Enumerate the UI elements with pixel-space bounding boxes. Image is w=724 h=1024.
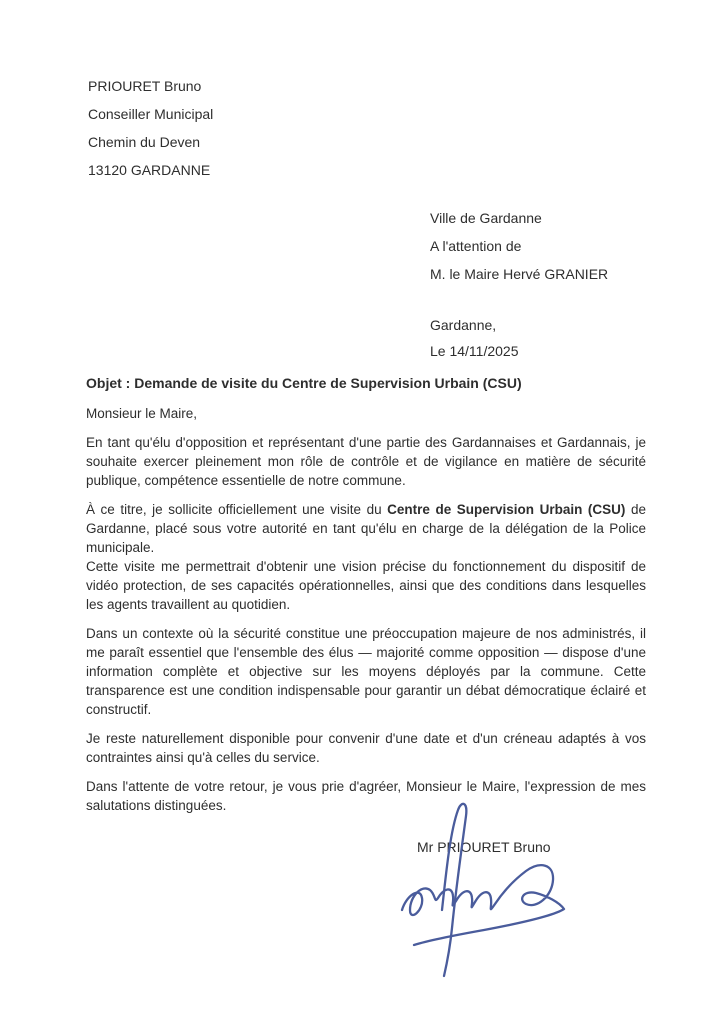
sender-role: Conseiller Municipal: [88, 106, 214, 122]
handwritten-signature: [396, 788, 606, 980]
paragraph-2-rest: de Gardanne, placé sous votre autorité en tant qu'élu en charge de la délégation de la Police municipale.: [86, 502, 646, 555]
salutation: Monsieur le Maire,: [86, 406, 198, 421]
paragraph-2-bold-phrase: Centre de Supervision Urbain (CSU): [387, 502, 626, 517]
signature-typed-name: Mr PRIOURET Bruno: [417, 839, 551, 855]
paragraph-3: Dans un contexte où la sécurité constitue une préoccupation majeure de nos administrés, il me paraît essentiel que l'ensemble des élus — majorité comme opposition — dispose d'une information complète et objective sur les moyens déployés par la commune. Cette transparence est une condition indispensable pour garantir un débat démocratique éclairé et constructif.: [86, 626, 646, 717]
dateline-block: [430, 312, 519, 364]
recipient-organization: Ville de Gardanne: [430, 210, 542, 226]
recipient-addressee: M. le Maire Hervé GRANIER: [430, 266, 609, 282]
paragraph-4: Je reste naturellement disponible pour convenir d'une date et d'un créneau adaptés à vos contraintes ainsi qu'à celles du service.: [86, 731, 646, 765]
sender-city: 13120 GARDANNE: [88, 162, 211, 178]
letter-body: [86, 404, 646, 825]
sender-street: Chemin du Deven: [88, 134, 201, 150]
paragraph-2b: Cette visite me permettrait d'obtenir une vision précise du fonctionnement du dispositif de vidéo protection, de ses capacités opérationnelles, ainsi que des conditions dans lesquelles les agents travaillent au quotidien.: [86, 559, 646, 612]
recipient-address-block: [430, 204, 608, 288]
subject-line: Objet : Demande de visite du Centre de Supervision Urbain (CSU): [86, 375, 522, 391]
dateline-place: Gardanne,: [430, 317, 497, 333]
sender-name: PRIOURET Bruno: [88, 78, 202, 94]
signature-cursive-stroke: [402, 865, 564, 945]
recipient-attention-line: A l'attention de: [430, 238, 522, 254]
paragraph-2-intro: À ce titre, je sollicite officiellement une visite du: [86, 502, 388, 517]
paragraph-2a: [86, 500, 646, 557]
dateline-date: Le 14/11/2025: [430, 343, 519, 359]
paragraph-5: Dans l'attente de votre retour, je vous prie d'agréer, Monsieur le Maire, l'expression de mes salutations distinguées.: [86, 779, 646, 813]
sender-address-block: [88, 72, 213, 184]
paragraph-2: [86, 500, 646, 614]
paragraph-1: En tant qu'élu d'opposition et représentant d'une partie des Gardannaises et Gardannais, je souhaite exercer pleinement mon rôle de contrôle et de vigilance en matière de sécurité publique, compétence essentielle de notre commune.: [86, 435, 646, 488]
